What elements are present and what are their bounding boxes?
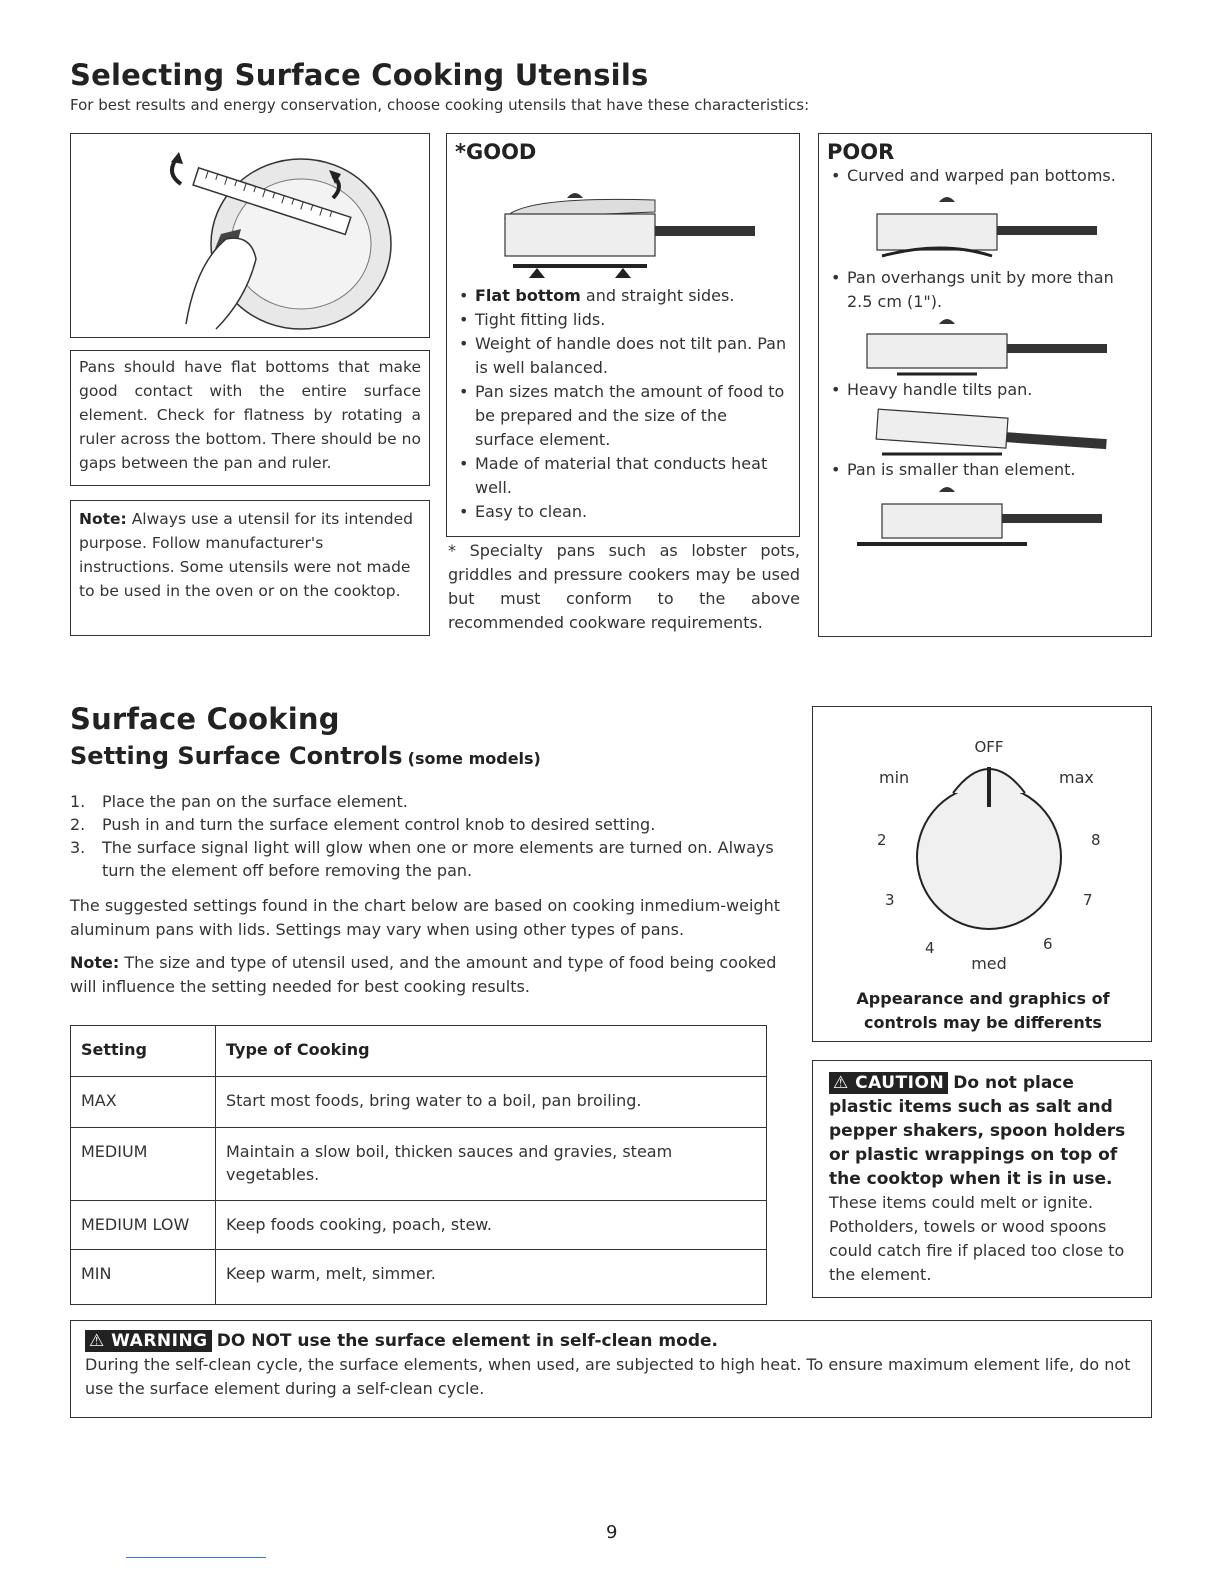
warning-text: During the self-clean cycle, the surface elements, when used, are subjected to high heat. To ensure maximum element life, do not use the surface element during a self-clean cycle. bbox=[85, 1355, 1131, 1398]
knob-label-off: OFF bbox=[974, 738, 1004, 756]
warning-triangle-icon: ⚠ bbox=[89, 1331, 105, 1351]
ruler-check-illustration bbox=[71, 134, 429, 337]
table-cell: MAX bbox=[71, 1077, 216, 1128]
table-row bbox=[71, 1128, 767, 1201]
overhang-pan-illustration bbox=[827, 314, 1143, 378]
table-cell: MIN bbox=[71, 1250, 216, 1305]
table-row bbox=[71, 1201, 767, 1250]
poor-box bbox=[818, 133, 1152, 637]
page-number: 9 bbox=[606, 1522, 618, 1543]
steps-list bbox=[70, 790, 780, 882]
step-item: 2. Push in and turn the surface element control knob to desired setting. bbox=[70, 815, 656, 834]
section-title-surface-cooking: Surface Cooking bbox=[70, 702, 340, 736]
poor-bullet: • Curved and warped pan bottoms. bbox=[827, 164, 1143, 188]
knob-label-min: min bbox=[879, 768, 910, 787]
caution-badge: ⚠ CAUTION bbox=[829, 1072, 948, 1094]
warning-triangle-icon: ⚠ bbox=[833, 1073, 849, 1093]
good-bullet: • Tight fitting lids. bbox=[455, 308, 791, 332]
table-cell: Keep warm, melt, simmer. bbox=[216, 1250, 767, 1305]
good-bullet: • Easy to clean. bbox=[455, 500, 791, 524]
good-bullet: • Pan sizes match the amount of food to be prepared and the size of the surface element. bbox=[455, 380, 791, 452]
good-pan-illustration bbox=[455, 170, 791, 280]
control-knob-box bbox=[812, 706, 1152, 1042]
warning-badge: ⚠ WARNING bbox=[85, 1330, 212, 1352]
note-label: Note: bbox=[79, 510, 127, 528]
good-bullet: • Flat bottom and straight sides. bbox=[455, 284, 791, 308]
step-item: 3. The surface signal light will glow when one or more elements are turned on. Always turn the element off before removing the pan. bbox=[70, 838, 774, 880]
knob-caption: Appearance and graphics of controls may be differents bbox=[856, 989, 1110, 1032]
footer-rule bbox=[126, 1557, 266, 1558]
poor-bullet: • Heavy handle tilts pan. bbox=[827, 378, 1143, 402]
table-header-row bbox=[71, 1026, 767, 1077]
table-cell: MEDIUM bbox=[71, 1128, 216, 1201]
knob-label-med: med bbox=[971, 954, 1007, 973]
knob-label-max: max bbox=[1059, 768, 1094, 787]
warning-bold-text: DO NOT use the surface element in self-clean mode. bbox=[216, 1331, 718, 1351]
good-heading: *GOOD bbox=[455, 140, 537, 164]
note-text: Always use a utensil for its intended purpose. Follow manufacturer's instructions. Some utensils were not made to be used in the oven or on the cooktop. bbox=[79, 510, 414, 600]
knob-label-4: 4 bbox=[925, 939, 935, 957]
table-header: Type of Cooking bbox=[216, 1026, 767, 1077]
small-pan-illustration bbox=[827, 482, 1143, 554]
good-bullet: • Made of material that conducts heat well. bbox=[455, 452, 791, 500]
step-item: 1. Place the pan on the surface element. bbox=[70, 792, 408, 811]
knob-label-3: 3 bbox=[885, 891, 895, 909]
table-header: Setting bbox=[71, 1026, 216, 1077]
warning-box bbox=[70, 1320, 1152, 1418]
good-footnote: * Specialty pans such as lobster pots, griddles and pressure cookers may be used but must conform to the above recommended cookware requirements. bbox=[448, 541, 800, 632]
poor-bullet: • Pan overhangs unit by more than 2.5 cm (1"). bbox=[827, 266, 1143, 314]
knob-label-2: 2 bbox=[877, 831, 887, 849]
knob-label-7: 7 bbox=[1083, 891, 1093, 909]
tilted-pan-illustration bbox=[827, 402, 1143, 458]
good-bullet: • Weight of handle does not tilt pan. Pan is well balanced. bbox=[455, 332, 791, 380]
caution-bold-text: Do not place plastic items such as salt and pepper shakers, spoon holders or plastic wrappings on top of the cooktop when it is in use. bbox=[829, 1073, 1126, 1189]
flatness-text: Pans should have flat bottoms that make good contact with the entire surface element. Check for flatness by rotating a ruler across the bottom. There should be no gaps between the pan and ruler. bbox=[79, 358, 421, 472]
knob-label-6: 6 bbox=[1043, 935, 1053, 953]
table-cell: Maintain a slow boil, thicken sauces and gravies, steam vegetables. bbox=[216, 1128, 767, 1201]
section-intro: For best results and energy conservation, choose cooking utensils that have these characteristics: bbox=[70, 96, 810, 114]
settings-paragraph: The suggested settings found in the chart below are based on cooking inmedium-weight aluminum pans with lids. Settings may vary when using other types of pans. bbox=[70, 896, 780, 939]
table-cell: Keep foods cooking, poach, stew. bbox=[216, 1201, 767, 1250]
section-title-utensils: Selecting Surface Cooking Utensils bbox=[70, 58, 649, 92]
settings-note: Note: The size and type of utensil used, and the amount and type of food being cooked will influence the setting needed for best cooking results. bbox=[70, 953, 777, 996]
good-box bbox=[446, 133, 800, 537]
knob-label-8: 8 bbox=[1091, 831, 1101, 849]
caution-text: These items could melt or ignite. Potholders, towels or wood spoons could catch fire if placed too close to the element. bbox=[829, 1193, 1125, 1284]
table-cell: Start most foods, bring water to a boil, pan broiling. bbox=[216, 1077, 767, 1128]
poor-bullet: • Pan is smaller than element. bbox=[827, 458, 1143, 482]
settings-table bbox=[70, 1025, 767, 1305]
caution-box bbox=[812, 1060, 1152, 1298]
subsection-title: Setting Surface Controls (some models) bbox=[70, 742, 541, 770]
ruler-illustration-box bbox=[70, 133, 430, 338]
note-box bbox=[70, 500, 430, 636]
poor-heading: POOR bbox=[827, 140, 895, 164]
table-row bbox=[71, 1250, 767, 1305]
table-row bbox=[71, 1077, 767, 1128]
flatness-text-box bbox=[70, 350, 430, 486]
warped-pan-illustration bbox=[827, 188, 1143, 266]
table-cell: MEDIUM LOW bbox=[71, 1201, 216, 1250]
control-knob-illustration bbox=[813, 707, 1151, 977]
